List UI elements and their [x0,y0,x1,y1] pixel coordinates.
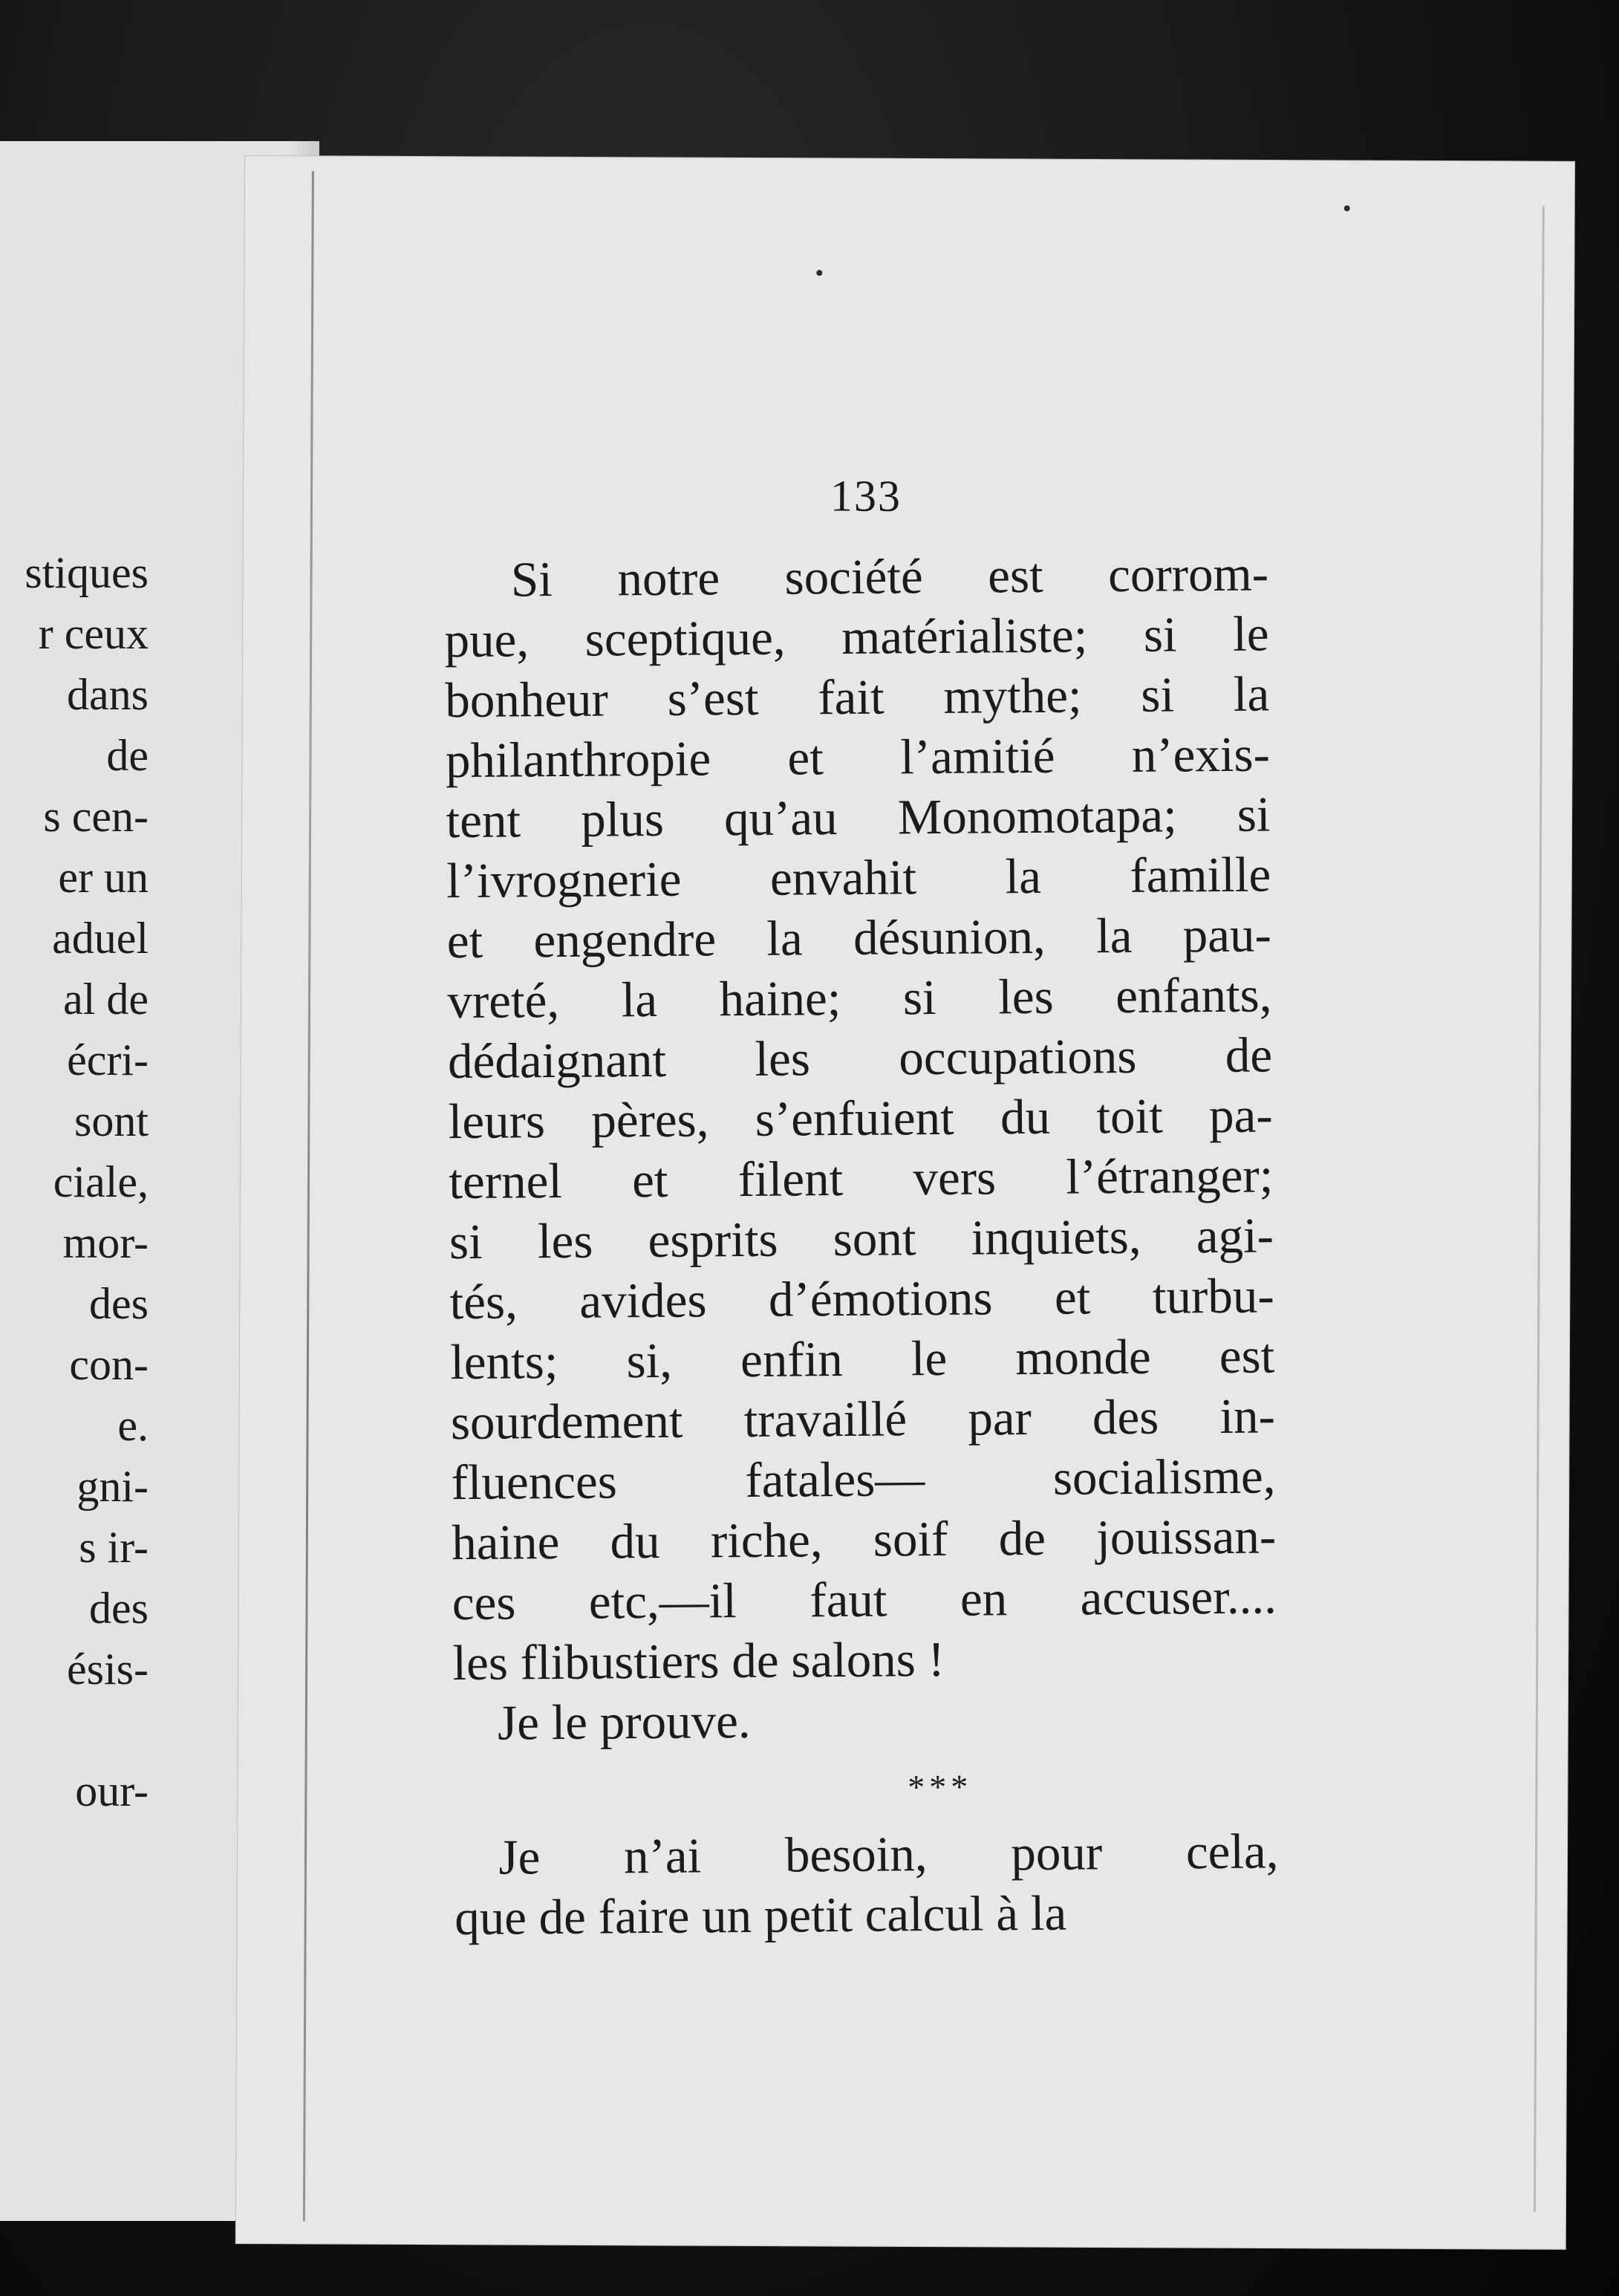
left-line: des [89,1279,149,1328]
left-line: con- [69,1340,149,1389]
left-line: stiques [25,548,149,597]
left-page-text [0,542,149,1821]
left-line: r ceux [38,609,149,658]
left-line: écri- [67,1035,149,1084]
left-line: e. [117,1401,149,1450]
dust-speck [1344,205,1350,211]
left-line: s ir- [79,1523,149,1572]
text-line: si les esprits sont inquiets, agi- [449,1208,1274,1270]
left-line: al de [63,975,149,1024]
left-line: ésis- [67,1645,149,1694]
text-line: dédaignant les occupations de [447,1027,1273,1090]
left-line: sont [74,1096,149,1145]
left-line [0,1700,149,1760]
text-line: les flibustiers de salons ! [452,1631,945,1691]
text-line: Je n’ai besoin, pour cela, [498,1824,1279,1885]
left-line: gni- [76,1462,149,1511]
text-line: fluences fatales— socialisme, [451,1448,1276,1511]
text-line: pue, sceptique, matérialiste; si le [444,606,1269,669]
text-line: vreté, la haine; si les enfants, [447,967,1272,1030]
text-line: l’ivrognerie envahit la famille [446,847,1271,909]
page-fold-line [303,171,314,2221]
text-line: Je le prouve. [497,1693,751,1751]
text-line: et engendre la désunion, la pau- [446,907,1272,969]
right-main-page [236,156,1574,2249]
page-number: 133 [830,471,902,521]
left-line: des [89,1584,149,1633]
left-line: mor- [62,1218,149,1267]
dust-speck [816,270,822,276]
section-separator: *** [908,1767,973,1806]
left-line: de [106,731,149,780]
text-line: bonheur s’est fait mythe; si la [444,666,1270,729]
left-line: er un [58,853,149,902]
text-line: ternel et filent vers l’étranger; [449,1148,1274,1210]
text-line: philanthropie et l’amitié n’exis- [445,726,1271,789]
text-line: lents; si, enfin le monde est [449,1328,1275,1391]
text-line: leurs pères, s’enfuient du toit pa- [448,1087,1273,1150]
text-line: que de faire un petit calcul à la [454,1885,1067,1946]
left-line: dans [67,670,149,719]
page-body-text [444,544,1280,1948]
left-line: ciale, [53,1157,149,1206]
left-line: our- [75,1766,149,1815]
left-line: aduel [52,914,149,963]
text-line: tent plus qu’au Monomotapa; si [446,787,1271,849]
page-edge [1534,206,1545,2212]
text-line: sourdement travaillé par des in- [450,1388,1276,1451]
text-line: ces etc,—il faut en accuser.... [452,1569,1277,1631]
text-line: tés, avides d’émotions et turbu- [449,1268,1274,1330]
text-line: Si notre société est corrom- [510,546,1269,608]
text-line: haine du riche, soif de jouissan- [451,1509,1277,1571]
left-line: s cen- [43,792,149,841]
